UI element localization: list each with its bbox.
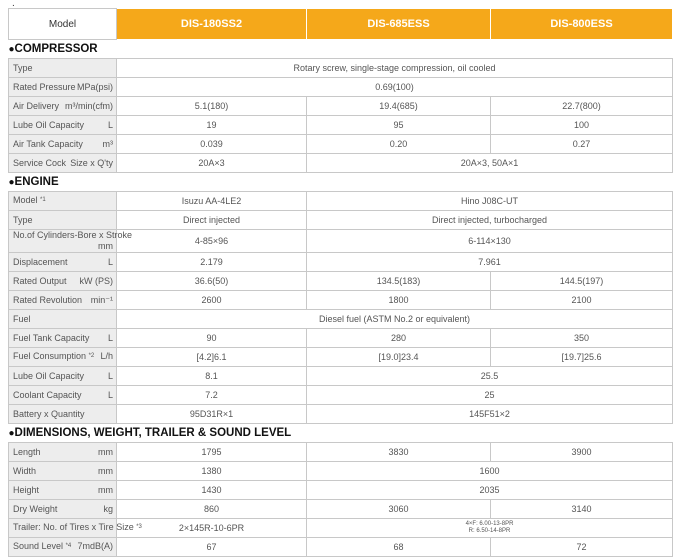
spec-value: 3140 bbox=[491, 500, 673, 519]
spec-label: Air Tank Capacity bbox=[13, 138, 83, 149]
spec-value: 134.5(183) bbox=[307, 272, 491, 291]
spec-label-cell bbox=[9, 135, 117, 154]
spec-label-cell bbox=[9, 116, 117, 135]
spec-row bbox=[9, 348, 673, 367]
spec-label: Coolant Capacity bbox=[13, 389, 82, 400]
footnote-mark: *4 bbox=[65, 543, 72, 550]
spec-unit: m³/min(cfm) bbox=[65, 100, 113, 111]
spec-row bbox=[9, 500, 673, 519]
spec-row bbox=[9, 386, 673, 405]
spec-label: Width bbox=[13, 465, 37, 476]
spec-value: 3060 bbox=[307, 500, 491, 519]
spec-value: 25.5 bbox=[307, 367, 673, 386]
spec-label-cell bbox=[9, 348, 117, 367]
spec-value: 2035 bbox=[307, 481, 673, 500]
spec-value: 100 bbox=[491, 116, 673, 135]
section-heading-row bbox=[9, 40, 673, 59]
spec-unit: MPa(psi) bbox=[76, 81, 113, 92]
spec-row bbox=[9, 443, 673, 462]
spec-value: 72 bbox=[491, 538, 673, 557]
spec-unit: mm bbox=[98, 465, 113, 476]
spec-unit: Size x Q'ty bbox=[70, 157, 113, 168]
spec-row bbox=[9, 211, 673, 230]
spec-label: Dry Weight bbox=[13, 503, 58, 514]
spec-label: Displacement bbox=[13, 256, 68, 267]
spec-value: 2100 bbox=[491, 291, 673, 310]
spec-unit: L bbox=[107, 332, 113, 343]
footnote-mark: *2 bbox=[88, 353, 95, 360]
spec-table bbox=[8, 8, 673, 557]
spec-row bbox=[9, 78, 673, 97]
spec-label: Sound Level bbox=[13, 541, 64, 552]
spec-value: 8.1 bbox=[117, 367, 307, 386]
spec-label-cell bbox=[9, 500, 117, 519]
spec-label-cell bbox=[9, 462, 117, 481]
spec-label: Lube Oil Capacity bbox=[13, 119, 85, 130]
spec-row bbox=[9, 367, 673, 386]
spec-label: Height bbox=[13, 484, 40, 495]
spec-value: [4.2]6.1 bbox=[117, 348, 307, 367]
section-title: ENGINE bbox=[14, 175, 59, 188]
spec-label: Length bbox=[13, 446, 41, 457]
spec-value: 860 bbox=[117, 500, 307, 519]
spec-unit: kW (PS) bbox=[79, 275, 113, 286]
model-header-row bbox=[9, 9, 673, 40]
spec-row bbox=[9, 192, 673, 211]
spec-value: 1430 bbox=[117, 481, 307, 500]
spec-value: 2×145R-10-6PR bbox=[117, 519, 307, 538]
spec-value: 95 bbox=[307, 116, 491, 135]
spec-value: 25 bbox=[307, 386, 673, 405]
spec-label-cell bbox=[9, 405, 117, 424]
spec-row bbox=[9, 462, 673, 481]
spec-label-cell bbox=[9, 78, 117, 97]
spec-row bbox=[9, 272, 673, 291]
model-header-label: Model bbox=[9, 9, 117, 40]
spec-row bbox=[9, 97, 673, 116]
section-heading-row bbox=[9, 173, 673, 192]
spec-value: Direct injected bbox=[117, 211, 307, 230]
spec-label: Fuel Consumption bbox=[13, 351, 87, 362]
spec-value: 95D31R×1 bbox=[117, 405, 307, 424]
spec-label: Trailer: No. of Tires x Tire Size bbox=[13, 522, 134, 533]
spec-unit: L bbox=[107, 389, 113, 400]
spec-value: 90 bbox=[117, 329, 307, 348]
model-name: DIS-800ESS bbox=[491, 9, 673, 40]
spec-value: 7.961 bbox=[307, 253, 673, 272]
spec-unit: L bbox=[107, 119, 113, 130]
spec-value bbox=[307, 519, 673, 538]
spec-value: 19.4(685) bbox=[307, 97, 491, 116]
spec-label: Lube Oil Capacity bbox=[13, 370, 85, 381]
spec-label-cell bbox=[9, 538, 117, 557]
spec-row bbox=[9, 519, 673, 538]
spec-label-cell bbox=[9, 59, 117, 78]
spec-value: Direct injected, turbocharged bbox=[307, 211, 673, 230]
spec-unit: mm bbox=[98, 241, 113, 251]
spec-value: 5.1(180) bbox=[117, 97, 307, 116]
bullet-icon: ● bbox=[8, 176, 15, 188]
spec-value: 1795 bbox=[117, 443, 307, 462]
section-title: COMPRESSOR bbox=[14, 42, 98, 55]
spec-label-cell bbox=[9, 310, 117, 329]
spec-row bbox=[9, 135, 673, 154]
spec-unit: L/h bbox=[100, 351, 113, 362]
spec-label-cell bbox=[9, 329, 117, 348]
spec-value: 0.039 bbox=[117, 135, 307, 154]
spec-row bbox=[9, 253, 673, 272]
spec-row bbox=[9, 230, 673, 253]
spec-label-cell bbox=[9, 386, 117, 405]
spec-row bbox=[9, 291, 673, 310]
spec-value: 145F51×2 bbox=[307, 405, 673, 424]
spec-label-cell bbox=[9, 481, 117, 500]
spec-label-cell bbox=[9, 97, 117, 116]
spec-label: Air Delivery bbox=[13, 100, 60, 111]
spec-unit: L bbox=[107, 256, 113, 267]
spec-row bbox=[9, 59, 673, 78]
spec-value: Diesel fuel (ASTM No.2 or equivalent) bbox=[117, 310, 673, 329]
footnote-mark: *3 bbox=[136, 524, 142, 531]
spec-label: Battery x Quantity bbox=[13, 408, 85, 419]
spec-value: 350 bbox=[491, 329, 673, 348]
spec-value: 0.27 bbox=[491, 135, 673, 154]
spec-value: 36.6(50) bbox=[117, 272, 307, 291]
spec-label-cell bbox=[9, 230, 133, 253]
spec-value: 19 bbox=[117, 116, 307, 135]
spec-label: Model bbox=[13, 195, 38, 206]
spec-value: [19.7]25.6 bbox=[491, 348, 673, 367]
spec-value: 0.20 bbox=[307, 135, 491, 154]
spec-value: Isuzu AA-4LE2 bbox=[117, 192, 307, 211]
spec-value: 6-114×130 bbox=[307, 230, 673, 253]
spec-unit: L bbox=[107, 370, 113, 381]
model-name: DIS-685ESS bbox=[307, 9, 491, 40]
spec-label-cell bbox=[9, 253, 117, 272]
spec-label: Type bbox=[13, 62, 33, 73]
spec-label-cell bbox=[9, 367, 117, 386]
spec-unit: min⁻¹ bbox=[90, 294, 113, 305]
spec-row bbox=[9, 154, 673, 173]
spec-label: Type bbox=[13, 214, 33, 225]
spec-value: 1800 bbox=[307, 291, 491, 310]
spec-label-cell bbox=[9, 192, 117, 211]
bullet-icon: ● bbox=[8, 427, 15, 439]
spec-value: 1380 bbox=[117, 462, 307, 481]
spec-value: 7.2 bbox=[117, 386, 307, 405]
spec-value: Rotary screw, single-stage compression, oil cooled bbox=[117, 59, 673, 78]
spec-label: Service Cock bbox=[13, 157, 67, 168]
spec-label: No.of Cylinders-Bore x Stroke bbox=[13, 230, 133, 240]
spec-unit: 7mdB(A) bbox=[77, 541, 113, 552]
model-name: DIS-180SS2 bbox=[117, 9, 307, 40]
section-heading bbox=[9, 424, 673, 443]
section-heading bbox=[9, 173, 673, 192]
spec-value: 3830 bbox=[307, 443, 491, 462]
top-mark: . bbox=[12, 0, 15, 9]
spec-value: 280 bbox=[307, 329, 491, 348]
spec-row bbox=[9, 310, 673, 329]
spec-label-cell bbox=[9, 443, 117, 462]
spec-unit: kg bbox=[103, 503, 113, 514]
spec-value: 0.69(100) bbox=[117, 78, 673, 97]
spec-value: [19.0]23.4 bbox=[307, 348, 491, 367]
footnote-mark: *1 bbox=[40, 197, 46, 204]
spec-label-cell bbox=[9, 272, 117, 291]
spec-unit: mm bbox=[98, 446, 113, 457]
spec-value: 67 bbox=[117, 538, 307, 557]
spec-row bbox=[9, 481, 673, 500]
spec-label: Rated Revolution bbox=[13, 294, 83, 305]
spec-value: 144.5(197) bbox=[491, 272, 673, 291]
spec-value: 22.7(800) bbox=[491, 97, 673, 116]
spec-label-cell bbox=[9, 519, 142, 538]
spec-value: 20A×3, 50A×1 bbox=[307, 154, 673, 173]
spec-label: Rated Pressure bbox=[13, 81, 76, 92]
spec-unit: mm bbox=[98, 484, 113, 495]
section-heading bbox=[9, 40, 673, 59]
spec-value: Hino J08C-UT bbox=[307, 192, 673, 211]
spec-label: Fuel Tank Capacity bbox=[13, 332, 90, 343]
spec-label-cell bbox=[9, 291, 117, 310]
spec-unit: m³ bbox=[102, 138, 113, 149]
spec-label-cell bbox=[9, 211, 117, 230]
spec-value: 2600 bbox=[117, 291, 307, 310]
bullet-icon: ● bbox=[8, 43, 15, 55]
section-title: DIMENSIONS, WEIGHT, TRAILER & SOUND LEVEL bbox=[14, 426, 292, 439]
spec-row bbox=[9, 538, 673, 557]
spec-value: 20A×3 bbox=[117, 154, 307, 173]
spec-row bbox=[9, 116, 673, 135]
spec-label: Fuel bbox=[13, 313, 31, 324]
spec-label-cell bbox=[9, 154, 117, 173]
section-heading-row bbox=[9, 424, 673, 443]
spec-value: 4-85×96 bbox=[117, 230, 307, 253]
spec-value: 2.179 bbox=[117, 253, 307, 272]
spec-row bbox=[9, 329, 673, 348]
spec-value: 3900 bbox=[491, 443, 673, 462]
spec-value-line: 4×F: 6.00-13-8PR bbox=[465, 521, 514, 527]
spec-value: 68 bbox=[307, 538, 491, 557]
spec-value: 1600 bbox=[307, 462, 673, 481]
spec-label: Rated Output bbox=[13, 275, 67, 286]
spec-row bbox=[9, 405, 673, 424]
spec-value-line: R: 6.50-14-8PR bbox=[468, 528, 511, 534]
